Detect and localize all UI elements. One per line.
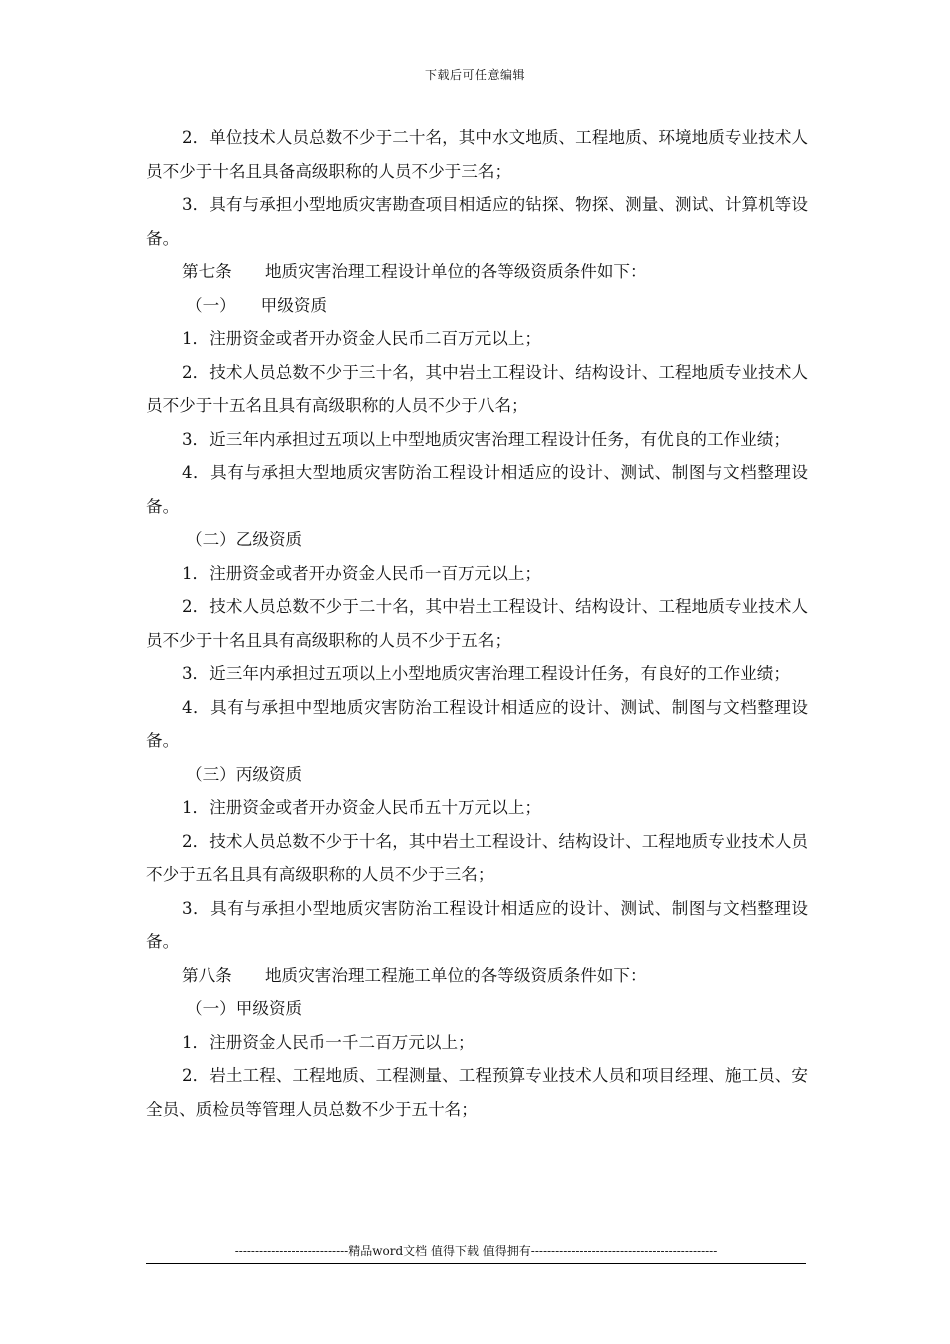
paragraph: 2．技术人员总数不少于十名，其中岩土工程设计、结构设计、工程地质专业技术人员不少于五名且具有高级职称的人员不少于三名； [146, 831, 808, 884]
paragraph: 2．技术人员总数不少于二十名，其中岩土工程设计、结构设计、工程地质专业技术人员不少于十名且具有高级职称的人员不少于五名； [146, 597, 808, 650]
section-heading: （三）丙级资质 [186, 764, 303, 784]
paragraph: 2．单位技术人员总数不少于二十名，其中水文地质、工程地质、环境地质专业技术人员不少于十名且具备高级职称的人员不少于三名； [146, 128, 808, 181]
paragraph: 3．近三年内承担过五项以上小型地质灾害治理工程设计任务，有良好的工作业绩； [182, 664, 790, 683]
paragraph: 3．近三年内承担过五项以上中型地质灾害治理工程设计任务，有优良的工作业绩； [182, 429, 790, 449]
section-heading: （二）乙级资质 [186, 530, 303, 549]
paragraph: 3．具有与承担小型地质灾害防治工程设计相适应的设计、测试、制图与文档整理设备。 [146, 898, 808, 951]
footer-text: ----------------------------精品word文档 值得下载 值得拥有---------------------------------------------- [234, 1244, 718, 1258]
paragraph: 3．具有与承担小型地质灾害勘查项目相适应的钻探、物探、测量、测试、计算机等设备。 [146, 195, 808, 248]
paragraph: 2．技术人员总数不少于三十名，其中岩土工程设计、结构设计、工程地质专业技术人员不少于十五名且具有高级职称的人员不少于八名； [146, 362, 808, 415]
footer-divider [146, 1263, 806, 1264]
article-heading: 第八条 地质灾害治理工程施工单位的各等级资质条件如下： [182, 965, 647, 985]
paragraph: 1．注册资金人民币一千二百万元以上； [182, 1032, 475, 1052]
paragraph: 1．注册资金或者开办资金人民币五十万元以上； [182, 798, 542, 817]
header-note: 下载后可任意编辑 [424, 68, 525, 82]
paragraph: 1．注册资金或者开办资金人民币二百万元以上； [182, 329, 542, 348]
section-heading: （一） 甲级资质 [186, 295, 328, 315]
article-heading: 第七条 地质灾害治理工程设计单位的各等级资质条件如下： [182, 262, 647, 281]
paragraph: 1．注册资金或者开办资金人民币一百万元以上； [182, 563, 542, 583]
paragraph: 4．具有与承担中型地质灾害防治工程设计相适应的设计、测试、制图与文档整理设备。 [146, 697, 808, 750]
paragraph: 2．岩土工程、工程地质、工程测量、工程预算专业技术人员和项目经理、施工员、安全员、质检员等管理人员总数不少于五十名； [146, 1066, 808, 1119]
paragraph: 4．具有与承担大型地质灾害防治工程设计相适应的设计、测试、制图与文档整理设备。 [146, 463, 808, 516]
document-body [146, 121, 808, 1126]
section-heading: （一）甲级资质 [186, 999, 303, 1018]
